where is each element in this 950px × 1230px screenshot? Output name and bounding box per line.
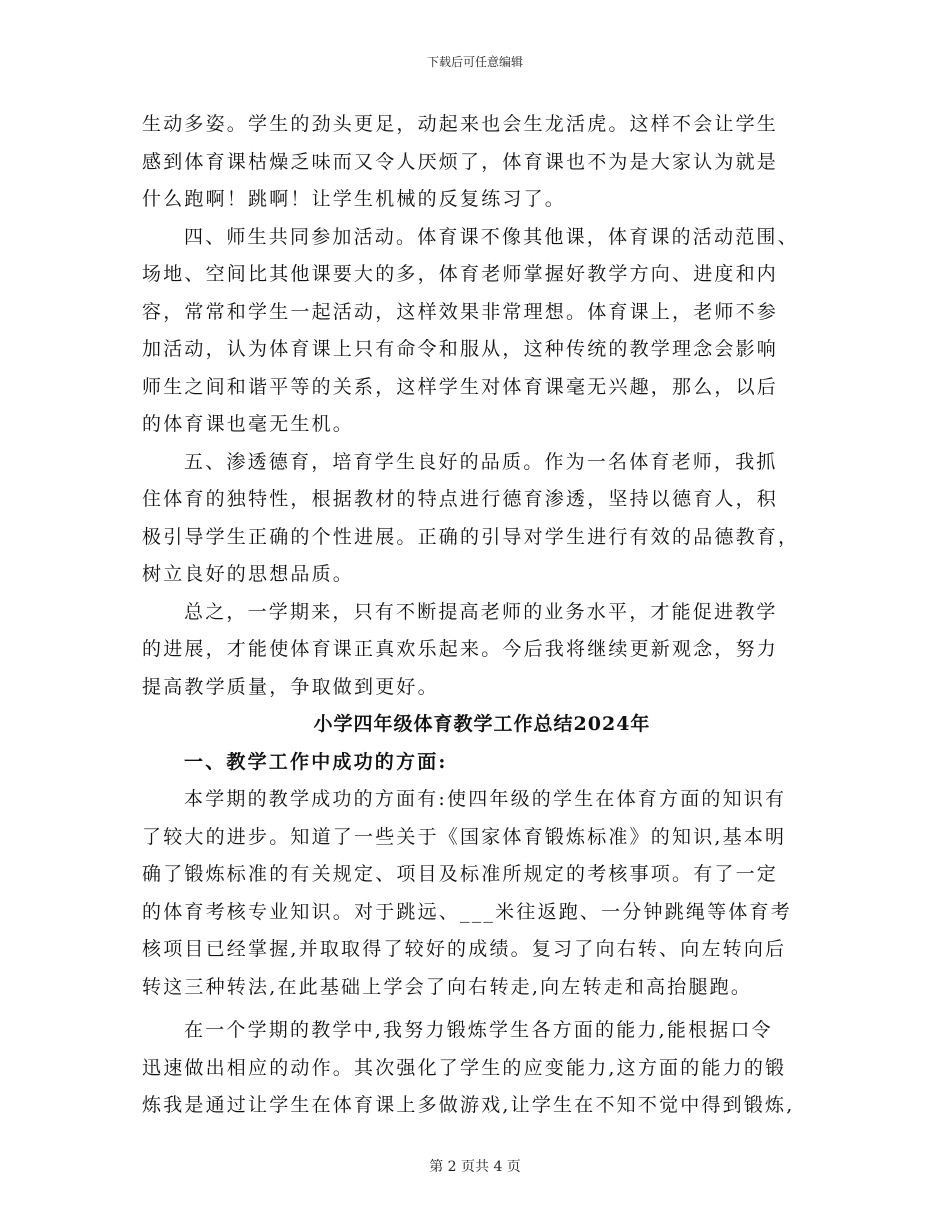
text-line — [142, 106, 822, 144]
text-line — [142, 819, 822, 857]
text-line — [142, 144, 822, 182]
text-line — [142, 894, 822, 932]
line-text: 核项目已经掌握,并取取得了较好的成绩。复习了向右转、向左转向后 — [142, 938, 787, 960]
line-text: 了较大的进步。知道了一些关于《国家体育锻炼标准》的知识,基本明 — [142, 825, 787, 848]
page-header: 下载后可任意编辑 — [426, 55, 523, 69]
line-text: 的进展，才能使体育课正真欢乐起来。今后我将继续更新观念，努力 — [142, 638, 779, 660]
line-text: 场地、空间比其他课要大的多，体育老师掌握好教学方向、进度和内 — [142, 263, 779, 285]
text-line — [142, 969, 822, 1007]
text-line — [142, 1012, 822, 1050]
line-text: 迅速做出相应的动作。其次强化了学生的应变能力,这方面的能力的锻 — [142, 1056, 787, 1079]
text-line — [142, 256, 822, 294]
section-title — [142, 706, 822, 744]
document-body — [142, 106, 822, 1125]
text-line — [142, 406, 822, 444]
line-text: 的体育课也毫无生机。 — [142, 413, 355, 435]
line-text: 容，常常和学生一起活动，这样效果非常理想。体育课上，老师不参 — [142, 300, 779, 323]
line-text: 住体育的独特性，根据教材的特点进行德育渗透，坚持以德育人，积 — [142, 488, 779, 510]
line-text: 什么跑啊！跳啊！让学生机械的反复练习了。 — [142, 188, 567, 210]
line-text: 感到体育课枯燥乏味而又令人厌烦了，体育课也不为是大家认为就是 — [142, 150, 779, 173]
line-text: 极引导学生正确的个性进展。正确的引导对学生进行有效的品德教育， — [142, 525, 800, 548]
text-line — [142, 556, 822, 594]
line-text: 五、渗透德育，培育学生良好的品质。作为一名体育老师，我抓 — [184, 450, 778, 473]
text-line — [142, 781, 822, 819]
line-text: 树立良好的思想品质。 — [142, 563, 355, 585]
text-line — [142, 631, 822, 669]
text-line — [142, 369, 822, 407]
line-text: 在一个学期的教学中,我努力锻炼学生各方面的能力,能根据口令 — [184, 1019, 773, 1041]
text-line — [142, 856, 822, 894]
line-text: 转这三种转法,在此基础上学会了向右转走,向左转走和高抬腿跑。 — [142, 975, 753, 998]
text-line — [142, 594, 822, 632]
line-text: 小学四年级体育教学工作总结2024年 — [313, 713, 651, 735]
line-text: 师生之间和谐平等的关系，这样学生对体育课毫无兴趣，那么，以后 — [142, 375, 779, 398]
text-line — [142, 294, 822, 332]
line-text: 炼我是通过让学生在体育课上多做游戏,让学生在不知不觉中得到锻炼, — [142, 1094, 795, 1116]
section-subheading — [142, 744, 822, 782]
text-line — [142, 481, 822, 519]
text-line — [142, 519, 822, 557]
line-text: 总之，一学期来，只有不断提高老师的业务水平，才能促进教学 — [184, 600, 778, 623]
text-line — [142, 331, 822, 369]
line-text: 提高教学质量，争取做到更好。 — [142, 675, 439, 698]
text-line — [142, 669, 822, 707]
line-text: 确了锻炼标准的有关规定、项目及标准所规定的考核事项。有了一定 — [142, 863, 779, 885]
text-line — [142, 444, 822, 482]
line-text: 生动多姿。学生的劲头更足，动起来也会生龙活虎。这样不会让学生 — [142, 113, 779, 135]
line-text: 四、师生共同参加活动。体育课不像其他课，体育课的活动范围、 — [184, 225, 799, 248]
text-line — [142, 931, 822, 969]
text-line — [142, 181, 822, 219]
line-text: 一、教学工作中成功的方面: — [184, 750, 448, 773]
text-line — [142, 219, 822, 257]
line-text: 的体育考核专业知识。对于跳远、___米往返跑、一分钟跳绳等体育考 — [142, 900, 792, 923]
page-footer: 第 2 页共 4 页 — [429, 1159, 521, 1175]
line-text: 本学期的教学成功的方面有:使四年级的学生在体育方面的知识有 — [184, 788, 787, 810]
text-line — [142, 1050, 822, 1088]
line-text: 加活动，认为体育课上只有命令和服从，这种传统的教学理念会影响 — [142, 338, 779, 360]
text-line — [142, 1087, 822, 1125]
